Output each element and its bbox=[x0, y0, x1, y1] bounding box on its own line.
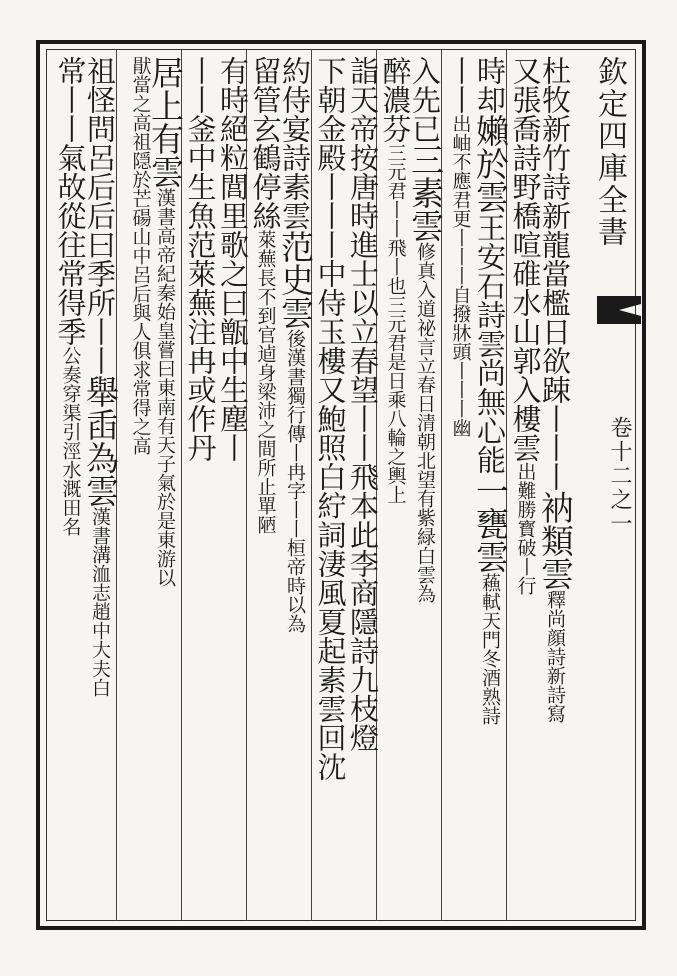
column-text: 自撥牀頭丨丨丨幽 bbox=[449, 285, 472, 437]
entry-heading: 一甕雲 bbox=[471, 474, 510, 573]
entry-heading: 范史雲 bbox=[276, 230, 315, 329]
column-text: 下朝金殿丨丨丨中侍玉樓又鮑照白紵詞淒風夏起素雲回沈 bbox=[313, 56, 348, 781]
text-column bbox=[345, 56, 378, 916]
text-column bbox=[215, 56, 248, 916]
text-column bbox=[471, 56, 510, 916]
entry-heading: 三素雲 bbox=[406, 143, 445, 242]
column-text: 王安石詩雲尚無心能 bbox=[473, 213, 507, 474]
column-text: 丨丨丨 bbox=[538, 404, 572, 491]
text-column bbox=[146, 56, 185, 916]
entry-heading: 衲類雲 bbox=[536, 491, 575, 590]
column-text: 出難勝寳破丨行 bbox=[514, 462, 537, 595]
column-text: 漢書溝洫志趙中大夫白 bbox=[89, 507, 111, 697]
column-text: 出岫不應君更丨丨丨 bbox=[449, 114, 472, 285]
column-text: 祖怪問呂后后曰季所丨丨 bbox=[83, 56, 117, 375]
column-text: 後漢書獨行傳丨冉字丨丨桓帝時以為 bbox=[284, 329, 306, 633]
text-column bbox=[377, 56, 413, 916]
text-column bbox=[406, 56, 445, 916]
column-text: 修真入道祕言立春日清朝北望有紫緑白雲為 bbox=[414, 242, 436, 603]
text-column bbox=[276, 56, 315, 916]
text-column bbox=[536, 56, 575, 916]
text-column bbox=[247, 56, 283, 916]
column-text: 公奏穿渠引涇水溉田名 bbox=[59, 346, 82, 536]
fish-tail-mark-icon bbox=[597, 296, 641, 324]
column-text: 時却 bbox=[473, 56, 507, 114]
text-column bbox=[312, 56, 348, 916]
entry-heading: 居上有雲 bbox=[146, 56, 185, 188]
text-column bbox=[182, 56, 218, 916]
column-text: 入先已 bbox=[408, 56, 442, 143]
column-text: 漢書高帝紀秦始皇嘗曰東南有天子氣於是東游以 bbox=[154, 188, 176, 587]
column-text: 又張喬詩野橋喧碓水山郭入樓雲 bbox=[508, 56, 543, 462]
column-text: 三元君丨丨飛丨也三元君是日乘八輪之輿上 bbox=[384, 143, 407, 504]
column-text: 猒當之高祖隠於芒碭山中呂后與人俱求常得之高 bbox=[129, 56, 152, 455]
text-column bbox=[507, 56, 543, 916]
column-text: 醉濃芬 bbox=[378, 56, 413, 143]
text-column bbox=[52, 56, 88, 916]
column-text: 丨丨 bbox=[443, 56, 478, 114]
text-column bbox=[442, 56, 478, 916]
column-text: 萊蕪長不到官逌身梁沛之間所止單陋 bbox=[254, 230, 277, 534]
column-text: 常丨丨氣故從往常得季 bbox=[53, 56, 88, 346]
column-text: 留管玄鶴停絲 bbox=[248, 56, 283, 230]
text-column bbox=[117, 56, 150, 916]
column-text: 丨丨釜中生魚范萊蕪注冉或作丹 bbox=[183, 56, 218, 462]
text-column bbox=[81, 56, 120, 916]
margin-header bbox=[582, 56, 636, 916]
entry-heading: 嬾於雲 bbox=[471, 114, 510, 213]
column-text: 約侍宴詩素雲 bbox=[278, 56, 312, 230]
column-text: 杜牧新竹詩新龍當檻日欲踈 bbox=[538, 56, 572, 404]
book-title: 欽定四庫全書 bbox=[592, 56, 627, 248]
entry-heading: 舉臿為雲 bbox=[81, 375, 120, 507]
volume-label: 卷十二之一 bbox=[607, 416, 632, 536]
column-text: 蘓軾天門冬酒熟詩 bbox=[479, 573, 501, 725]
column-text: 詣天帝按唐時進士以立春望丨丨飛本此李商隱詩九枝燈 bbox=[346, 56, 380, 752]
column-text: 釋尚顔詩新詩寫 bbox=[544, 590, 566, 723]
column-text: 有時絕粒閭里歌之曰甑中生塵丨 bbox=[216, 56, 250, 462]
